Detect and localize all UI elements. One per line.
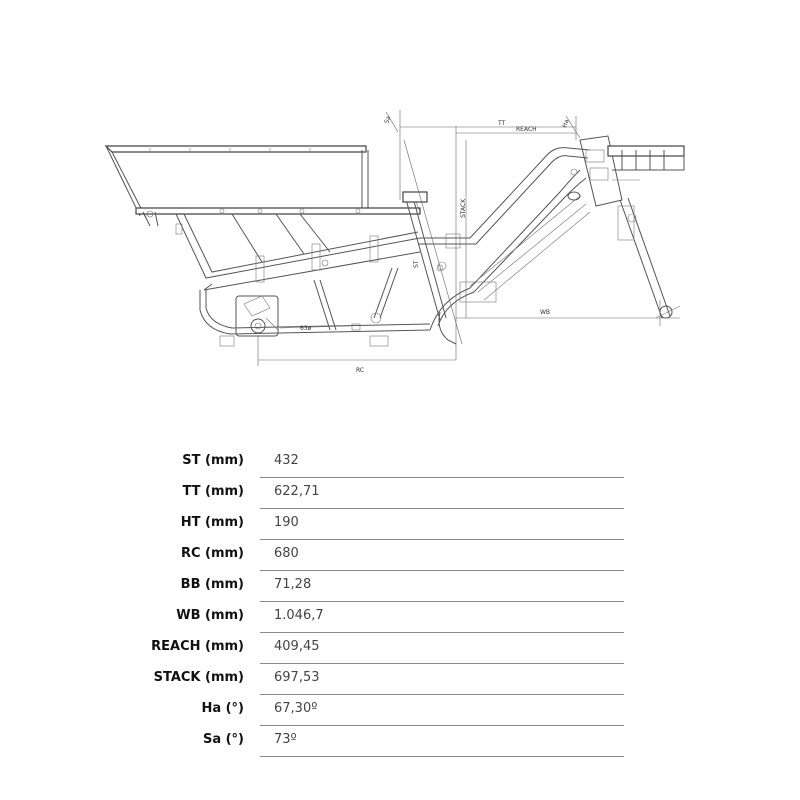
spec-row-tt — [140, 478, 630, 509]
geometry-spec-table — [140, 447, 630, 757]
spec-row-st — [140, 447, 630, 478]
spec-row-stack — [140, 664, 630, 695]
svg-text:63ø: 63ø — [300, 325, 312, 332]
stack-label: STACK — [460, 198, 467, 218]
cargo-rack — [106, 146, 420, 226]
rear-dropout — [236, 296, 350, 336]
tt-label: TT — [498, 120, 506, 127]
spec-row-reach — [140, 633, 630, 664]
spec-row-ht — [140, 509, 630, 540]
spec-row-wb — [140, 602, 630, 633]
spec-label: Sa (°) — [202, 732, 244, 747]
spec-label: REACH (mm) — [151, 639, 244, 654]
wb-label: WB — [540, 309, 551, 316]
spec-value: 432 — [274, 453, 299, 468]
sa-label: Sa — [383, 115, 393, 125]
spec-value: 190 — [274, 515, 299, 530]
row-divider — [260, 756, 624, 757]
spec-label: Ha (°) — [201, 701, 244, 716]
spec-value: 71,28 — [274, 577, 312, 592]
spec-value: 622,71 — [274, 484, 320, 499]
spec-label: WB (mm) — [176, 608, 244, 623]
reach-label: REACH — [516, 126, 537, 133]
spec-value: 409,45 — [274, 639, 320, 654]
st-label: ST — [413, 260, 420, 268]
spec-row-rc — [140, 540, 630, 571]
spec-value: 67,30º — [274, 701, 318, 716]
spec-label: HT (mm) — [180, 515, 244, 530]
front-end — [580, 136, 684, 318]
spec-value: 680 — [274, 546, 299, 561]
spec-label: TT (mm) — [182, 484, 244, 499]
spec-row-bb — [140, 571, 630, 602]
spec-value: 1.046,7 — [274, 608, 324, 623]
spec-row-ha — [140, 695, 630, 726]
spec-label: STACK (mm) — [153, 670, 244, 685]
main-tubes — [418, 148, 590, 344]
spec-label: RC (mm) — [180, 546, 244, 561]
ha-label: Ha — [561, 118, 571, 129]
spec-value: 697,53 — [274, 670, 320, 685]
spec-value: 73º — [274, 732, 297, 747]
spec-row-sa — [140, 726, 630, 757]
spec-label: ST (mm) — [182, 453, 244, 468]
spec-label: BB (mm) — [180, 577, 244, 592]
rc-label: RC — [356, 367, 365, 374]
